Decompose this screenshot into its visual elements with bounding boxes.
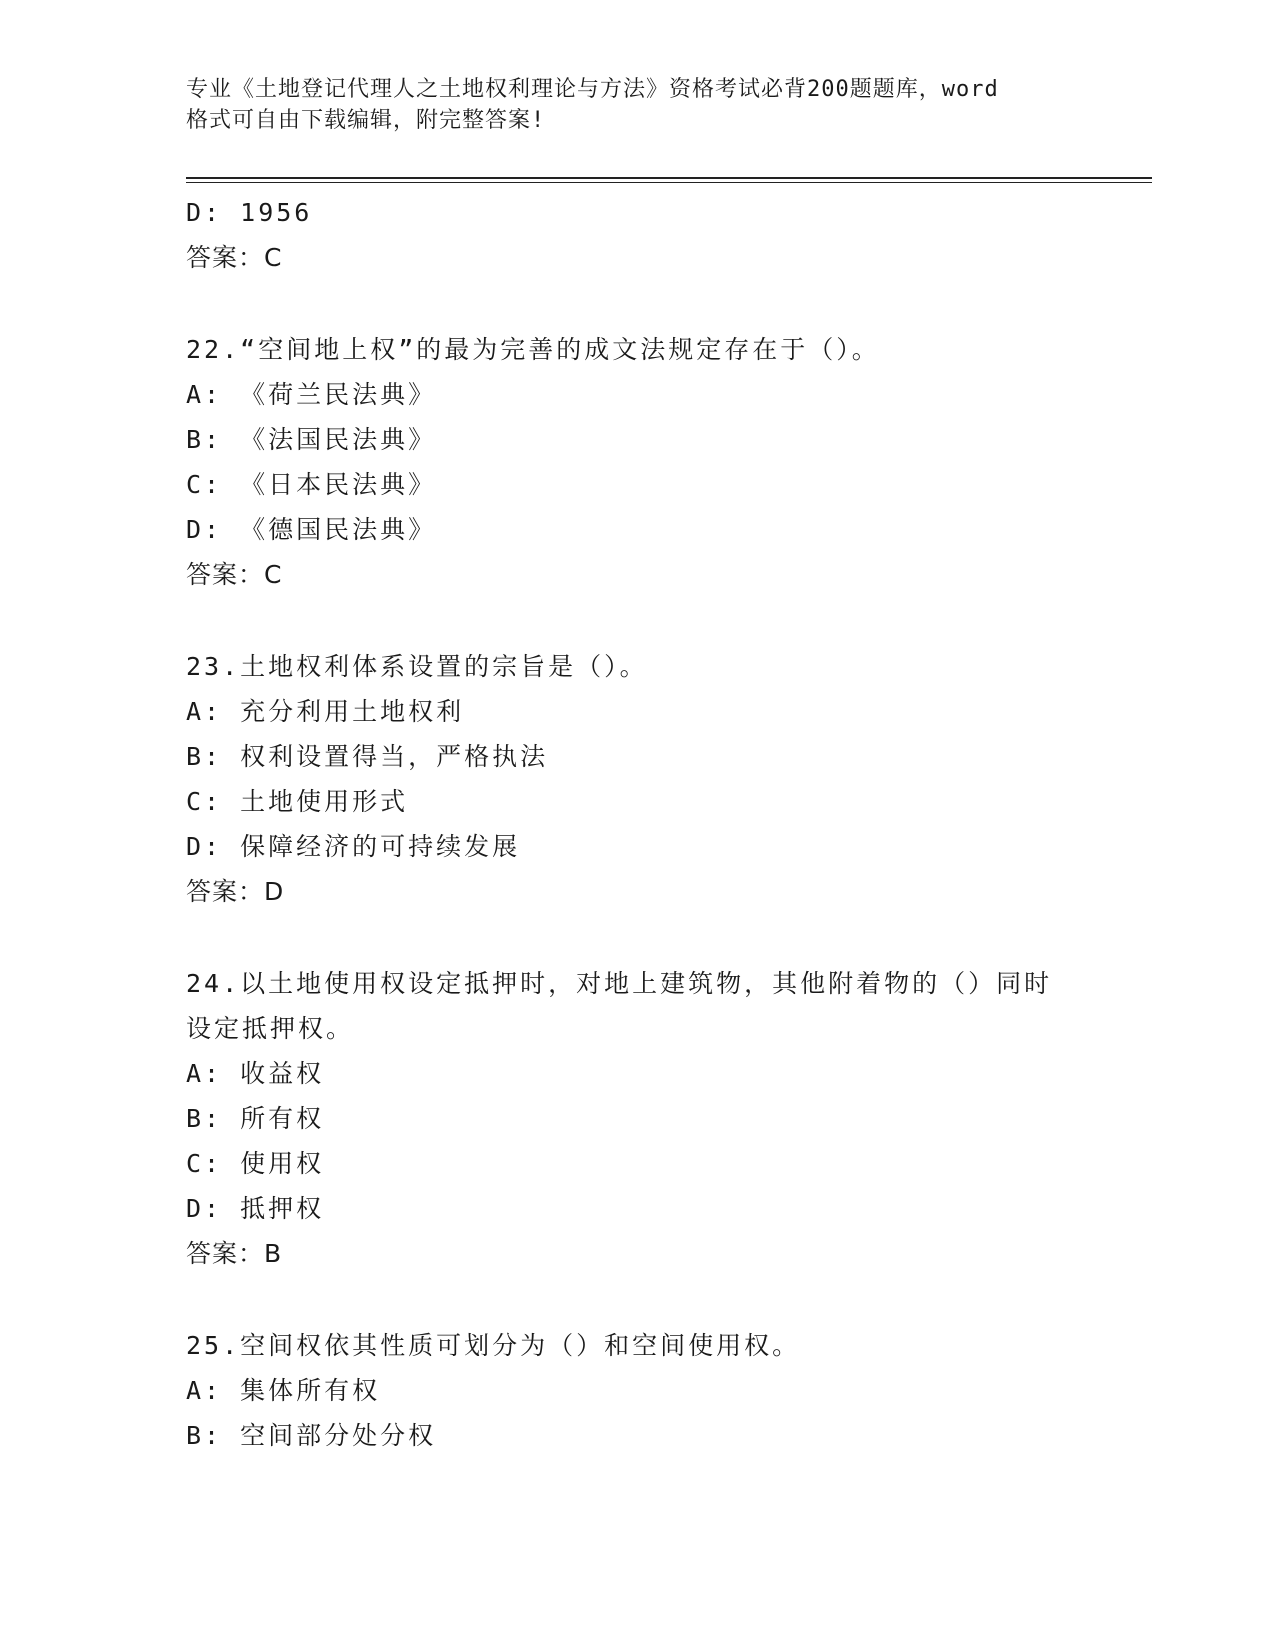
spacer [186, 914, 1152, 961]
q25-question: 25.空间权依其性质可划分为（）和空间使用权。 [186, 1331, 801, 1360]
document-body [186, 190, 1152, 1458]
q24-answer: 答案：B [186, 1239, 283, 1268]
q25-option-b: B: 空间部分处分权 [186, 1421, 437, 1450]
q22-question: 22.“空间地上权”的最为完善的成文法规定存在于（）。 [186, 335, 880, 364]
spacer [186, 280, 1152, 327]
q21-option-d: D: 1956 [186, 198, 313, 227]
document-header [186, 74, 1066, 136]
q23-option-c: C: 土地使用形式 [186, 787, 409, 816]
q22-option-a: A: 《荷兰民法典》 [186, 380, 437, 409]
q23-question: 23.土地权利体系设置的宗旨是（）。 [186, 652, 648, 681]
header-divider [186, 177, 1152, 183]
q24-option-a: A: 收益权 [186, 1059, 325, 1088]
q23-option-d: D: 保障经济的可持续发展 [186, 832, 521, 861]
q24-option-c: C: 使用权 [186, 1149, 325, 1178]
q24-option-d: D: 抵押权 [186, 1194, 325, 1223]
q22-answer: 答案：C [186, 560, 283, 589]
q21-answer: 答案：C [186, 243, 283, 272]
q22-option-c: C: 《日本民法典》 [186, 470, 437, 499]
q22-option-b: B: 《法国民法典》 [186, 425, 437, 454]
header-line-2: 格式可自由下载编辑，附完整答案! [186, 108, 546, 133]
spacer [186, 1276, 1152, 1323]
q23-answer: 答案：D [186, 877, 285, 906]
spacer [186, 597, 1152, 644]
q23-option-b: B: 权利设置得当，严格执法 [186, 742, 549, 771]
q22-option-d: D: 《德国民法典》 [186, 515, 437, 544]
q24-question-line-1: 24.以土地使用权设定抵押时，对地上建筑物，其他附着物的（）同时 [186, 969, 1053, 998]
q23-option-a: A: 充分利用土地权利 [186, 697, 465, 726]
q25-option-a: A: 集体所有权 [186, 1376, 381, 1405]
q24-question-line-2: 设定抵押权。 [186, 1014, 355, 1043]
header-line-1: 专业《土地登记代理人之土地权利理论与方法》资格考试必背200题题库，word [186, 77, 999, 102]
q24-option-b: B: 所有权 [186, 1104, 325, 1133]
